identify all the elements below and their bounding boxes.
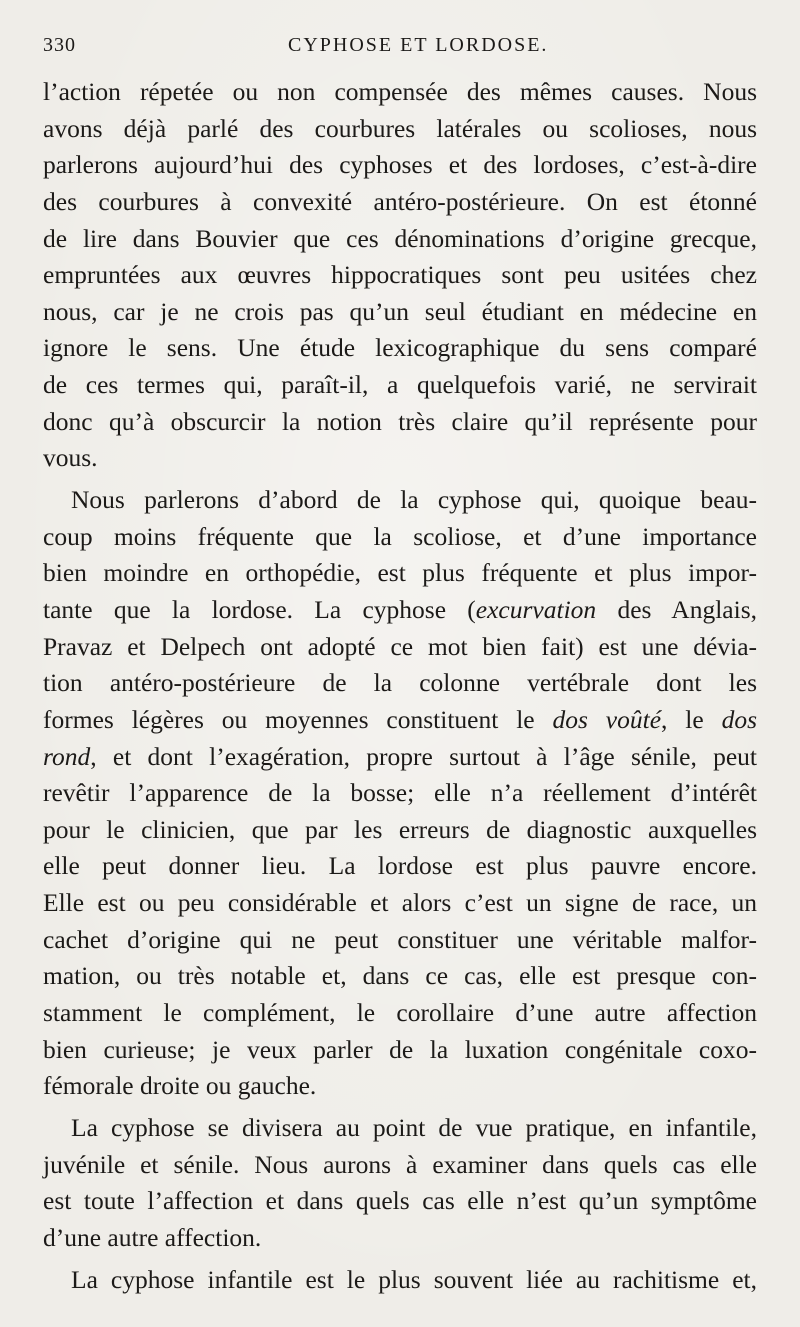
italic-term: dos <box>721 704 757 734</box>
text-line: stamment le complément, le corollaire d’une autre affection <box>43 998 757 1028</box>
text-line: bien moindre en orthopédie, est plus fréquente et plus impor- <box>43 558 757 588</box>
text-line: cachet d’origine qui ne peut constituer une véritable malfor- <box>43 924 757 954</box>
paragraph <box>43 482 757 1105</box>
text-line: d’une autre affection. <box>43 1222 262 1252</box>
text-line: pour le clinicien, que par les erreurs de diagnostic auxquelles <box>43 814 757 844</box>
text-line: avons déjà parlé des courbures latérales ou scolioses, nous <box>43 113 757 143</box>
text-line: nous, car je ne crois pas qu’un seul étudiant en médecine en <box>43 296 757 326</box>
page-header <box>43 34 766 64</box>
text-line: tion antéro-postérieure de la colonne vertébrale dont les <box>43 668 757 698</box>
text-line <box>43 592 757 629</box>
text-line: donc qu’à obscurcir la notion très claire qu’il représente pour <box>43 406 757 436</box>
paragraph <box>43 1262 757 1299</box>
page-number: 330 <box>43 34 76 56</box>
text-run: formes légères ou moyennes constituent le <box>43 704 553 734</box>
body-text <box>43 74 757 1298</box>
text-run: , le <box>661 704 722 734</box>
text-run: des Anglais, <box>596 594 757 624</box>
text-line: bien curieuse; je veux parler de la luxation congénitale coxo- <box>43 1034 757 1064</box>
text-run: , et dont l’exagération, propre surtout à l’âge sénile, peut <box>90 741 757 771</box>
paragraph <box>43 74 757 477</box>
text-line: vous. <box>43 443 98 473</box>
text-line: des courbures à convexité antéro-postérieure. On est étonné <box>43 186 757 216</box>
running-title: CYPHOSE ET LORDOSE. <box>288 34 549 56</box>
text-line: Nous parlerons d’abord de la cyphose qui, quoique beau- <box>71 485 757 515</box>
text-line: La cyphose infantile est le plus souvent liée au rachitisme et, <box>71 1264 757 1294</box>
text-line: juvénile et sénile. Nous aurons à examiner dans quels cas elle <box>43 1149 757 1179</box>
text-line: de lire dans Bouvier que ces dénominations d’origine grecque, <box>43 223 757 253</box>
text-line: empruntées aux œuvres hippocratiques sont peu usitées chez <box>43 260 757 290</box>
text-run: tante que la lordose. La cyphose ( <box>43 594 476 624</box>
text-line: est toute l’affection et dans quels cas elle n’est qu’un symptôme <box>43 1186 757 1216</box>
text-line: l’action répetée ou non compensée des mêmes causes. Nous <box>43 77 757 106</box>
text-line: ignore le sens. Une étude lexicographique du sens comparé <box>43 333 757 363</box>
text-line: elle peut donner lieu. La lordose est plus pauvre encore. <box>43 851 757 881</box>
text-line <box>43 702 757 739</box>
text-line: revêtir l’apparence de la bosse; elle n’a réellement d’intérêt <box>43 778 757 808</box>
text-line: La cyphose se divisera au point de vue pratique, en infantile, <box>71 1112 757 1142</box>
text-line: coup moins fréquente que la scoliose, et d’une importance <box>43 521 757 551</box>
italic-term: rond <box>43 741 91 771</box>
italic-term: excurvation <box>475 594 597 624</box>
text-line <box>43 739 757 776</box>
text-line: mation, ou très notable et, dans ce cas, elle est presque con- <box>43 961 757 991</box>
text-line: de ces termes qui, paraît-il, a quelquefois varié, ne servirait <box>43 370 757 400</box>
text-line: fémorale droite ou gauche. <box>43 1071 317 1101</box>
italic-term: dos voûté <box>552 704 662 734</box>
text-line: Pravaz et Delpech ont adopté ce mot bien fait) est une dévia- <box>43 631 757 661</box>
text-line: parlerons aujourd’hui des cyphoses et des lordoses, c’est-à-dire <box>43 150 757 180</box>
paragraph <box>43 1110 757 1257</box>
text-line: Elle est ou peu considérable et alors c’est un signe de race, un <box>43 888 757 918</box>
